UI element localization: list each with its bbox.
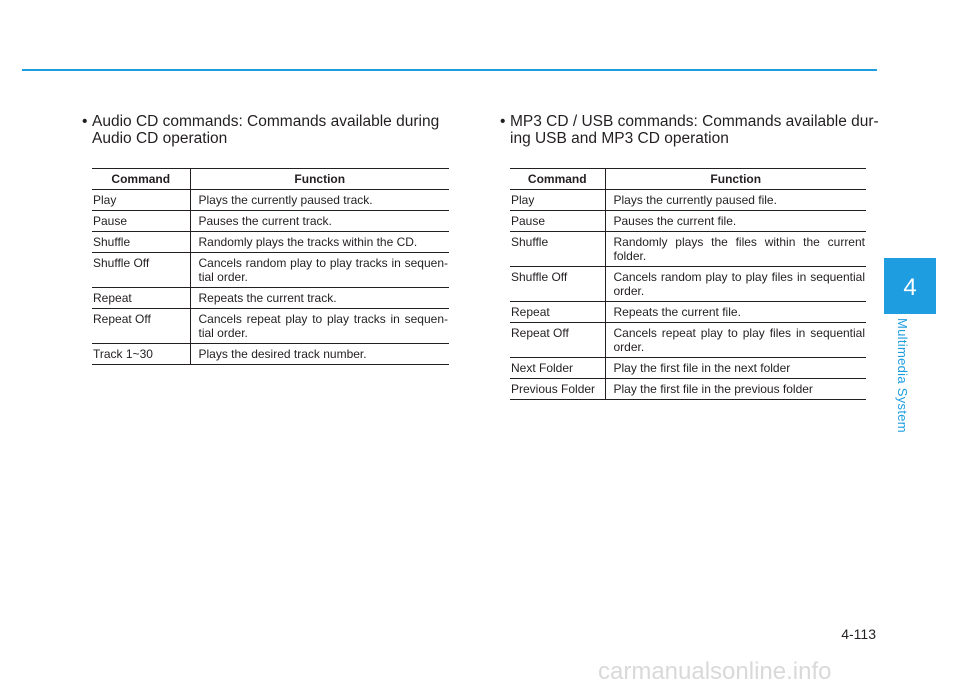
bullet: • <box>82 113 88 130</box>
function-cell <box>190 190 449 211</box>
function-cell <box>190 309 449 344</box>
function-text: Cancels repeat play to play tracks in sequen-tial order. <box>198 312 448 340</box>
function-cell <box>605 323 866 358</box>
command-cell: Shuffle <box>510 232 605 267</box>
command-column-header: Command <box>92 169 190 190</box>
command-cell: Track 1~30 <box>92 344 190 365</box>
chapter-label: Multimedia System <box>895 318 910 433</box>
function-cell <box>605 358 866 379</box>
table-row <box>92 288 449 309</box>
function-text: Pauses the current file. <box>613 214 737 228</box>
function-column-header: Function <box>605 169 866 190</box>
command-cell: Pause <box>92 211 190 232</box>
table-row <box>92 232 449 253</box>
function-text: Cancels random play to play tracks in sequen-tial order. <box>198 256 448 284</box>
table-row <box>510 302 866 323</box>
command-cell: Shuffle Off <box>92 253 190 288</box>
table-row <box>92 211 449 232</box>
table-row <box>510 190 866 211</box>
table-header-row <box>510 169 866 190</box>
table-row <box>92 253 449 288</box>
function-cell <box>605 232 866 267</box>
function-cell <box>605 267 866 302</box>
audio-cd-command-table <box>92 168 449 365</box>
audio-cd-intro-text: Audio CD commands: Commands available during Audio CD operation <box>92 113 440 147</box>
function-cell <box>605 211 866 232</box>
table-row <box>510 379 866 400</box>
function-text: Cancels repeat play to play files in sequential order. <box>613 326 865 354</box>
function-text: Plays the currently paused track. <box>198 193 373 207</box>
table-row <box>92 344 449 365</box>
function-text: Randomly plays the files within the current folder. <box>613 235 865 263</box>
command-cell: Repeat <box>510 302 605 323</box>
function-text: Play the first file in the next folder <box>613 361 791 375</box>
command-cell: Repeat Off <box>92 309 190 344</box>
watermark: carmanualsonline.info <box>598 658 832 685</box>
function-text: Play the first file in the previous folder <box>613 382 813 396</box>
table-row <box>510 358 866 379</box>
header-rule <box>22 69 877 71</box>
command-cell: Shuffle <box>92 232 190 253</box>
function-text: Plays the desired track number. <box>198 347 367 361</box>
table-header-row <box>92 169 449 190</box>
mp3-usb-intro-text: MP3 CD / USB commands: Commands available dur-ing USB and MP3 CD operation <box>510 113 879 147</box>
command-cell: Pause <box>510 211 605 232</box>
function-cell <box>190 344 449 365</box>
table-row <box>510 232 866 267</box>
command-cell: Next Folder <box>510 358 605 379</box>
command-cell: Repeat Off <box>510 323 605 358</box>
chapter-number: 4 <box>903 274 917 301</box>
command-cell: Play <box>92 190 190 211</box>
function-cell <box>190 211 449 232</box>
table-row <box>92 309 449 344</box>
bullet: • <box>500 113 506 130</box>
command-cell: Shuffle Off <box>510 267 605 302</box>
table-row <box>510 267 866 302</box>
function-text: Repeats the current track. <box>198 291 337 305</box>
command-cell: Previous Folder <box>510 379 605 400</box>
command-column-header: Command <box>510 169 605 190</box>
command-cell: Repeat <box>92 288 190 309</box>
function-text: Randomly plays the tracks within the CD. <box>198 235 418 249</box>
function-cell <box>190 288 449 309</box>
function-cell <box>605 302 866 323</box>
function-text: Pauses the current track. <box>198 214 332 228</box>
audio-cd-intro <box>82 113 462 147</box>
mp3-usb-intro <box>500 113 882 147</box>
function-text: Plays the currently paused file. <box>613 193 777 207</box>
function-text: Cancels random play to play files in sequential order. <box>613 270 865 298</box>
function-text: Repeats the current file. <box>613 305 741 319</box>
page-number: 4-113 <box>841 626 876 642</box>
command-cell: Play <box>510 190 605 211</box>
table-row <box>510 211 866 232</box>
function-column-header: Function <box>190 169 449 190</box>
function-cell <box>605 379 866 400</box>
function-cell <box>605 190 866 211</box>
table-row <box>510 323 866 358</box>
mp3-usb-command-table <box>510 168 866 400</box>
function-cell <box>190 232 449 253</box>
table-row <box>92 190 449 211</box>
function-cell <box>190 253 449 288</box>
chapter-tab <box>884 258 936 314</box>
